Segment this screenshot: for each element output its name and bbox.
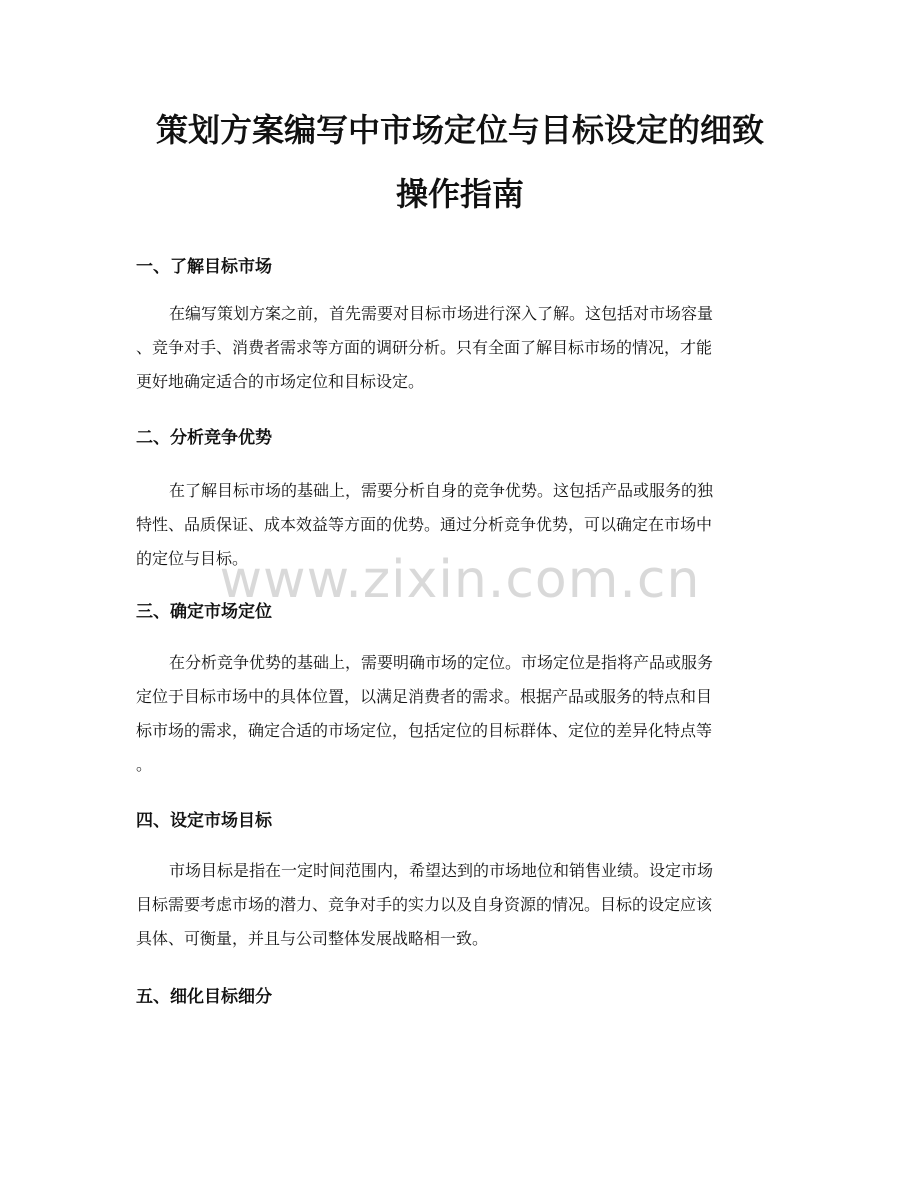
paragraph-line: 。 — [136, 755, 153, 774]
section-heading-1: 一、了解目标市场 — [136, 257, 272, 277]
section-heading-2: 二、分析竞争优势 — [136, 428, 272, 448]
paragraph-line: 市场目标是指在一定时间范围内，希望达到的市场地位和销售业绩。设定市场 — [169, 861, 714, 880]
document-title-line-1: 策划方案编写中市场定位与目标设定的细致 — [155, 111, 764, 149]
paragraph-line: 、竞争对手、消费者需求等方面的调研分析。只有全面了解目标市场的情况，才能 — [136, 338, 713, 357]
section-heading-4: 四、设定市场目标 — [136, 811, 272, 831]
section-paragraph-3 — [136, 646, 784, 782]
paragraph-line: 特性、品质保证、成本效益等方面的优势。通过分析竞争优势，可以确定在市场中 — [136, 515, 713, 534]
section-paragraph-4 — [136, 854, 784, 956]
paragraph-line: 更好地确定适合的市场定位和目标设定。 — [136, 372, 425, 391]
paragraph-line: 定位于目标市场中的具体位置，以满足消费者的需求。根据产品或服务的特点和目 — [136, 687, 713, 706]
paragraph-line: 具体、可衡量，并且与公司整体发展战略相一致。 — [136, 929, 489, 948]
paragraph-line: 在分析竞争优势的基础上，需要明确市场的定位。市场定位是指将产品或服务 — [169, 653, 714, 672]
paragraph-line: 标市场的需求，确定合适的市场定位，包括定位的目标群体、定位的差异化特点等 — [136, 721, 713, 740]
paragraph-line: 在编写策划方案之前，首先需要对目标市场进行深入了解。这包括对市场容量 — [169, 304, 714, 323]
document-title-line-2: 操作指南 — [395, 175, 524, 213]
paragraph-line: 目标需要考虑市场的潜力、竞争对手的实力以及自身资源的情况。目标的设定应该 — [136, 895, 713, 914]
section-heading-5: 五、细化目标细分 — [136, 987, 272, 1007]
section-paragraph-1 — [136, 297, 784, 399]
watermark: www.zixin.com.cn — [219, 550, 701, 610]
paragraph-line: 的定位与目标。 — [136, 549, 249, 568]
section-paragraph-2 — [136, 474, 784, 576]
paragraph-line: 在了解目标市场的基础上，需要分析自身的竞争优势。这包括产品或服务的独 — [169, 481, 714, 500]
section-heading-3: 三、确定市场定位 — [136, 602, 272, 622]
